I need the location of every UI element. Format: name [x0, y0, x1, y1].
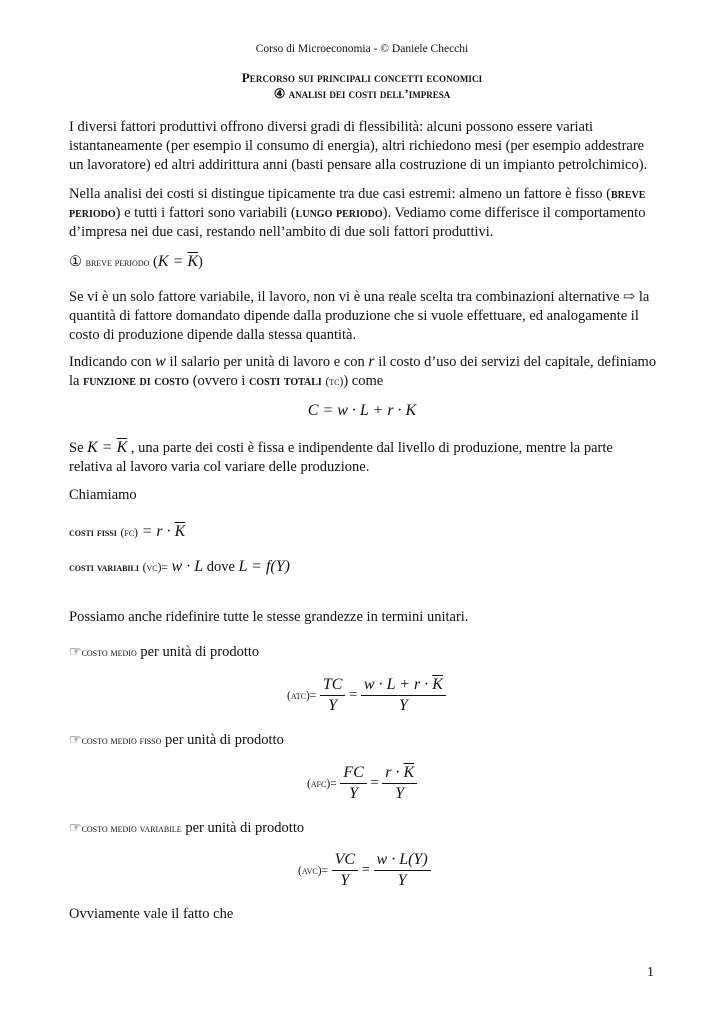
p4-text-a: Indicando con [69, 354, 152, 370]
avc-num-1: VC [332, 851, 358, 871]
p3-text-b: la quantità di fattore domandato dipende dalla produzione che si vuole effettuare, ed analogamente il costo di produzione dipende dalla stessa quantità. [69, 289, 650, 343]
afc-label: costo medio fisso [81, 735, 162, 747]
paragraph-cost-function [69, 352, 659, 392]
variable-costs-definition [69, 557, 659, 578]
afc-num-1: FC [340, 764, 366, 784]
paragraph-obviously: Ovviamente vale il fatto che [69, 906, 234, 922]
vc-abbr: (vc)= [142, 562, 168, 574]
p4-text-d: (ovvero i [192, 373, 246, 389]
avc-fraction-2 [374, 851, 431, 890]
atc-num-1: TC [320, 676, 346, 696]
avc-suffix: per unità di prodotto [185, 820, 305, 836]
p4-text-c: il costo d’uso dei servizi del capitale, definiamo la [69, 354, 657, 389]
atc-den-2: Y [398, 697, 408, 714]
page-number: 1 [647, 965, 654, 980]
costi-fissi-term: costi fissi [69, 525, 117, 539]
total-cost-equation [0, 402, 724, 420]
wage-symbol: w [155, 353, 166, 370]
breve-periodo-term: breve periodo [69, 186, 646, 221]
funzione-di-costo-term: funzione di costo [83, 373, 190, 389]
section-label: breve periodo [85, 257, 150, 269]
afc-abbr: (afc)= [307, 777, 337, 790]
avc-equation: (avc)= $\frac{VC}{Y}$ = $\frac{w \cdot L(Y)}{Y}$ [298, 851, 431, 890]
right-arrow-icon: ⇨ [623, 289, 636, 305]
avc-den-1: Y [340, 872, 350, 889]
fixed-costs-definition [69, 522, 659, 543]
atc-fraction-2 [361, 676, 446, 715]
paragraph-single-factor [69, 288, 659, 345]
atc-label: costo medio [81, 647, 137, 659]
paragraph-flexibility: I diversi fattori produttivi offrono diversi gradi di flessibilità: alcuni possono essere variati istantaneamente (per esempio il consumo di energia), altri richiedono mesi (per esempio addestrare un lavoratore) ed altri addirittura anni (basti pensare alla costruzione di un impianto petrolchimico). [69, 119, 648, 173]
costi-variabili-term: costi variabili [69, 560, 139, 574]
costi-totali-term: costi totali [249, 373, 322, 389]
afc-heading [69, 731, 659, 751]
p2-text-c: ). Vediamo come differisce il comportamento d’impresa nei due casi, restando nell’ambito di due soli fattori produttivi. [69, 205, 646, 240]
atc-equation: (atc)= $\frac{TC}{Y}$ = $\frac{w \cdot L + r \cdot \overline{K}}{Y}$ [287, 676, 446, 715]
paragraph-fixed-part [69, 438, 659, 477]
afc-fraction-1 [340, 764, 366, 803]
lungo-periodo-term: lungo periodo [295, 205, 383, 221]
avc-label: costo medio variabile [81, 823, 182, 835]
fixed-cost-formula: = $r \cdot \overline{K}$ [141, 523, 186, 540]
atc-heading [69, 643, 659, 663]
labor-function-formula: L = f(Y) [238, 558, 290, 575]
avc-abbr: (avc)= [298, 864, 329, 877]
pointing-hand-icon: ☞ [69, 645, 82, 660]
avc-heading [69, 819, 659, 839]
paragraph-unit-terms: Possiamo anche ridefinire tutte le stesse grandezze in termini unitari. [69, 609, 469, 625]
capital-cost-symbol: r [368, 353, 375, 370]
p5-text-a: Se [69, 440, 84, 456]
avc-num-2: w · L(Y) [374, 851, 431, 871]
p4-text-b: il salario per unità di lavoro e con [169, 354, 365, 370]
atc-suffix: per unità di prodotto [140, 644, 260, 660]
tc-abbr: (tc) [325, 376, 344, 388]
afc-num-2: $r \cdot \overline{K}$ [382, 764, 417, 784]
afc-fraction-2 [382, 764, 417, 803]
pointing-hand-icon: ☞ [69, 733, 82, 748]
atc-den-1: Y [328, 697, 338, 714]
circled-four-icon: ④ [273, 86, 286, 101]
dove-text: dove [206, 559, 235, 575]
variable-cost-formula: w · L [171, 558, 204, 575]
atc-abbr: (atc)= [287, 689, 317, 702]
afc-den-2: Y [395, 785, 405, 802]
atc-num-2: $w \cdot L + r \cdot \overline{K}$ [361, 676, 446, 696]
avc-den-2: Y [397, 872, 407, 889]
p2-text-a: Nella analisi dei costi si distingue tipicamente tra due casi estremi: almeno un fattore è fisso ( [69, 186, 611, 202]
paragraph-short-long-run [69, 185, 659, 242]
p5-text-b: , una parte dei costi è fissa e indipendente dal livello di produzione, mentre la parte relativa al lavoro varia col variare delle produzione. [69, 440, 613, 475]
section-breve-periodo: ① breve periodo $(K = \overline{K})$ [69, 253, 203, 270]
afc-suffix: per unità di prodotto [165, 732, 284, 748]
circled-one-icon: ① [69, 254, 82, 270]
fc-abbr: (fc) [120, 527, 138, 539]
total-cost-formula: C = w · L + r · K [307, 402, 417, 419]
p2-text-b: ) e tutti i fattori sono variabili ( [115, 205, 296, 221]
avc-fraction-1 [332, 851, 358, 890]
p3-text-a: Se vi è un solo fattore variabile, il lavoro, non vi è una reale scelta tra combinazioni alternative [69, 289, 620, 305]
p4-text-e: ) come [343, 373, 384, 389]
page-header: Corso di Microeconomia - © Daniele Checchi [255, 43, 469, 55]
section-formula: $K = \overline{K}$ [157, 253, 198, 270]
pointing-hand-icon: ☞ [69, 821, 82, 836]
afc-equation: (afc)= $\frac{FC}{Y}$ = $\frac{r \cdot \overline{K}}{Y}$ [307, 764, 417, 803]
k-bar-formula: $K = \overline{K}$ [87, 439, 128, 456]
title-line-2 [0, 86, 724, 102]
afc-den-1: Y [349, 785, 359, 802]
title-line-1: Percorso sui principali concetti economici [241, 70, 483, 85]
atc-fraction-1 [320, 676, 346, 715]
chiamiamo-text: Chiamiamo [69, 487, 137, 503]
title-line-2-text: analisi dei costi dell’impresa [288, 86, 451, 101]
